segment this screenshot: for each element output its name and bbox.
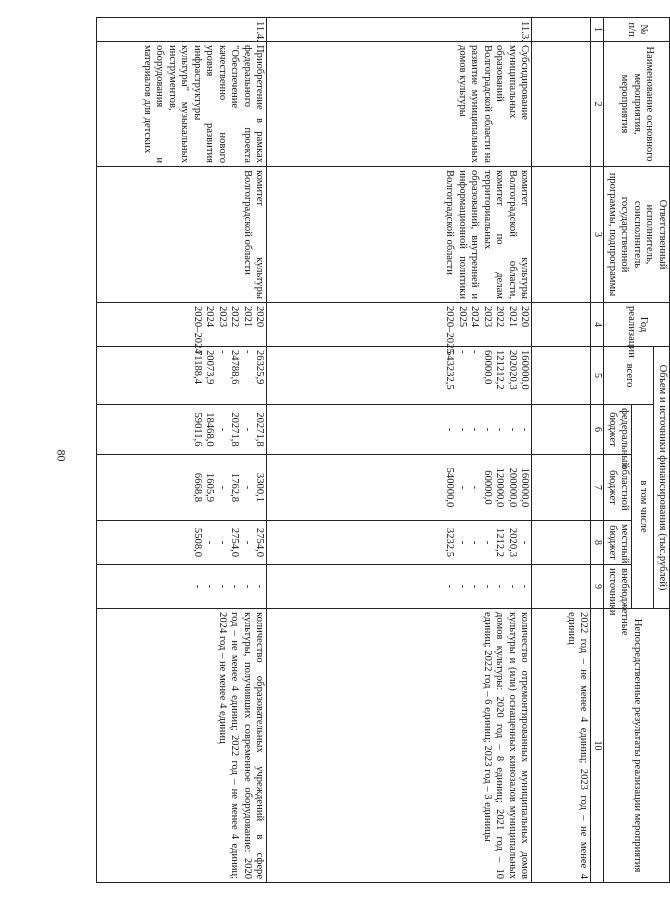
header-year: Год реализации [604,303,670,347]
executor: комитет культуры Волгоградской области, комитет по делам территориальных образований, внутренней и информационной политики Волгоградской области [267,167,532,303]
row-number: 11.4. [97,18,267,42]
local-values: - 2020,3 1212,2 - - - 3232,5 [267,521,532,565]
financing-table [97,17,670,883]
page-number: 80 [54,449,69,462]
result-text: количество отремонтированных муниципальных домов культуры и (или) оснащенных кинозалов муниципальных домов культуры: 2020 год – 8 единиц; 2021 год – 10 единиц; 2022 год – 6 единиц; 2023 год – 3 единицы [267,609,532,883]
header-financing: Объем и источники финансирования (тыс.рублей) [654,347,670,609]
regional-values: 3300,1 - 1762,8 - 1605,9 6668,8 [97,455,267,521]
table-container [60,17,670,882]
total-values: 160000,0 202020,3 121212,2 60000,0 - - 543232,5 [267,347,532,405]
years: 2020 2021 2022 2023 2024 2025 2020–2025 [267,303,532,347]
col-number: 9 [591,565,604,609]
col-number: 5 [591,347,604,405]
federal-values: - - - - - - - [267,405,532,455]
header-total: всего [604,347,654,405]
col-number: 7 [591,455,604,521]
header-result: Непосредственные результаты реализации мероприятия [604,609,670,883]
continuation-result: 2022 год – не менее 4 единиц; 2023 год – не менее 4 единиц [532,609,591,883]
col-number: 10 [591,609,604,883]
activity-name: Субсидирование муниципальных образований Волгоградской области на развитие муниципальных домов культуры [267,42,532,167]
table-row [267,18,532,883]
continuation-row [532,18,591,883]
column-numbers-row [591,18,604,883]
activity-name: Приобретение в рамках федерального проекта "Обеспечение качественно нового уровня развития инфраструктуры культуры" музыкальных инструментов, оборудования и материалов для детских [97,42,267,167]
col-number: 4 [591,303,604,347]
result-text: количество образовательных учреждений в сфере культуры, получивших современное оборудование: 2020 год – не менее 4 единиц; 2022 год – не менее 4 единиц; 2024 год – не менее 4 единиц [97,609,267,883]
col-number: 6 [591,405,604,455]
header-extra: внебюджетные источники [604,565,632,609]
rotated-page [60,17,670,882]
col-number: 8 [591,521,604,565]
col-number: 1 [591,18,604,42]
table-row [97,18,267,883]
federal-values: 20271,8 - 20271,8 - 18468,0 59011,6 [97,405,267,455]
extra-values: - - - - - - [97,565,267,609]
header-including: в том числе [632,405,654,609]
regional-values: 160000,0 200000,0 120000,0 60000,0 - - 540000,0 [267,455,532,521]
local-values: 2754,0 - 2754,0 - - 5508,0 [97,521,267,565]
years: 2020 2021 2022 2023 2024 2020–2024 [97,303,267,347]
executor: комитет культуры Волгоградской области [97,167,267,303]
header-local: местный бюджет [604,521,632,565]
col-number: 2 [591,42,604,167]
extra-values: - - - - - - - [267,565,532,609]
header-executor: Ответственный исполнитель, соисполнитель государственной программы, подпрограммы [604,167,670,303]
header-federal: федеральный бюджет [604,405,632,455]
header-regional: областной бюджет [604,455,632,521]
header-number: № п/п [604,18,670,42]
col-number: 3 [591,167,604,303]
header-activity-name: Наименование основного мероприятия, мероприятия [604,42,670,167]
row-number: 11.3. [267,18,532,42]
total-values: 26325,9 - 24788,6 - 20073,9 71188,4 [97,347,267,405]
